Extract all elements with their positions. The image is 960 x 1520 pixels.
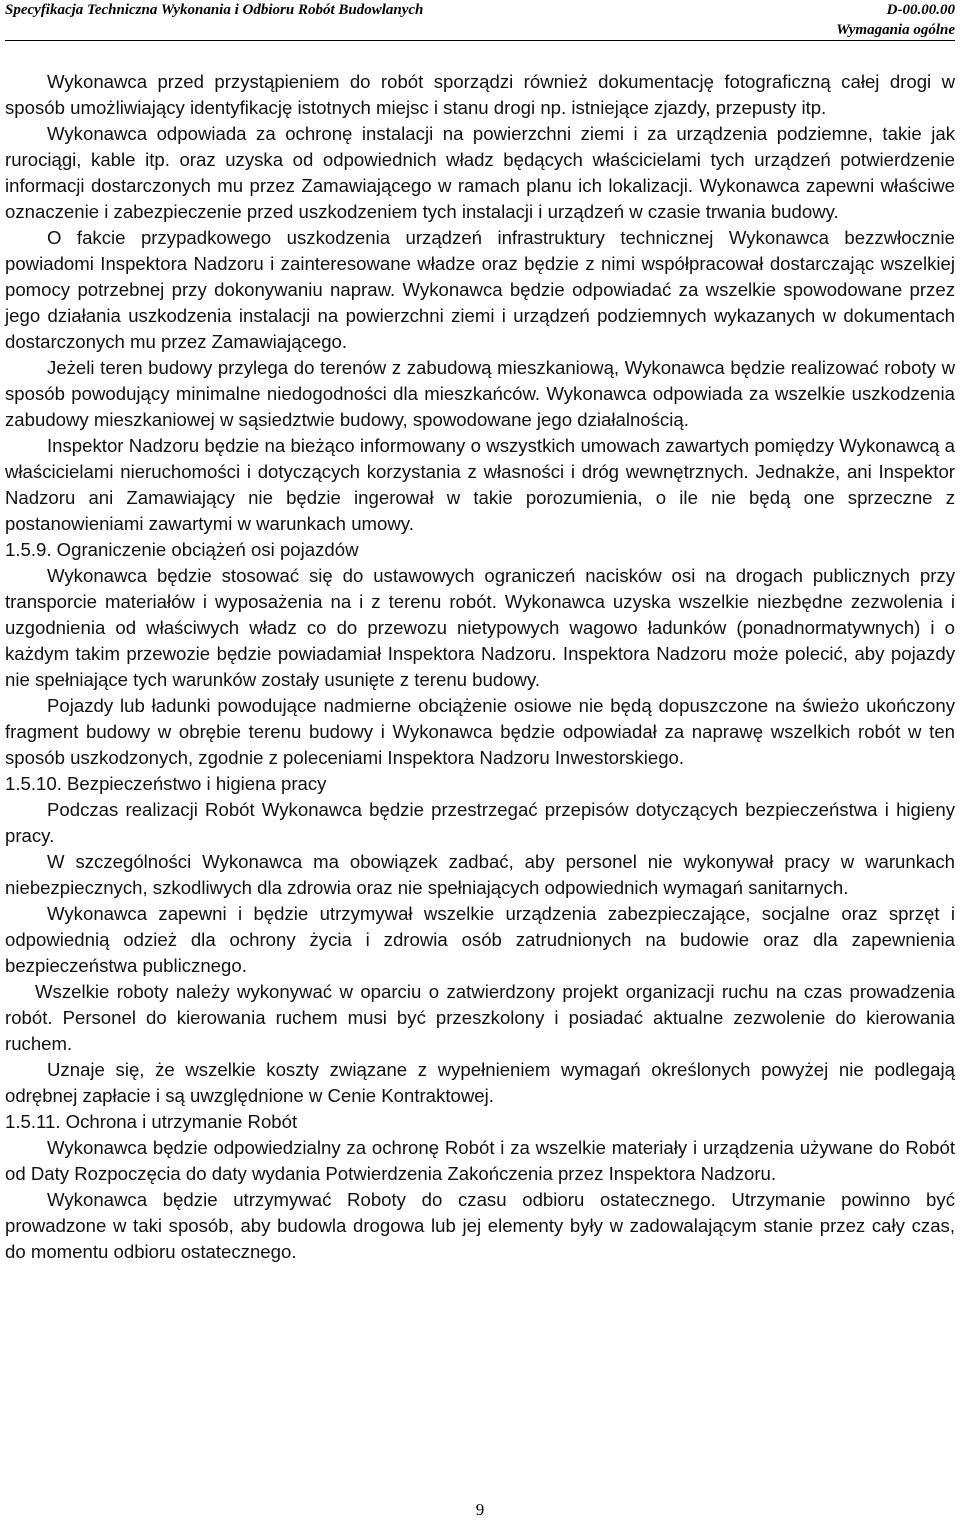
paragraph-overloaded-vehicles: Pojazdy lub ładunki powodujące nadmierne obciążenie osiowe nie będą dopuszczone na świeżo ukończony fragment budowy w obrębie terenu budowy i Wykonawca będzie odpowiadał za naprawę wszelkich robót w ten sposób uszkodzonych, zgodnie z poleceniami Inspektora Nadzoru Inwestorskiego.	[5, 695, 955, 768]
paragraph-works-maintenance: Wykonawca będzie utrzymywać Roboty do czasu odbioru ostatecznego. Utrzymanie powinno być prowadzone w taki sposób, aby budowla drogowa lub jej elementy były w zadowalającym stanie przez cały czas, do momentu odbioru ostatecznego.	[5, 1189, 955, 1262]
paragraph-axle-limits: Wykonawca będzie stosować się do ustawowych ograniczeń nacisków osi na drogach publicznych przy transporcie materiałów i wyposażenia na i z terenu robót. Wykonawca uzyska wszelkie niezbędne zezwolenia i uzgodnienia od właściwych władz co do przewozu nietypowych wagowo ładunków (ponadnormatywnych) i o każdym takim przewozie będzie powiadamiał Inspektora Nadzoru. Inspektora Nadzoru może polecić, aby pojazdy nie spełniające tych warunków zostały usunięte z terenu budowy.	[5, 565, 955, 690]
paragraph-safety-equipment: Wykonawca zapewni i będzie utrzymywał wszelkie urządzenia zabezpieczające, socjalne oraz sprzęt i odpowiednią odzież dla ochrony życia i zdrowia osób zatrudnionych na budowie oraz dla zapewnienia bezpieczeństwa publicznego.	[5, 903, 955, 976]
page-number: 9	[475, 1500, 485, 1519]
paragraph-costs: Uznaje się, że wszelkie koszty związane z wypełnieniem wymagań określonych powyżej nie podlegają odrębnej zapłacie i są uwzględnione w Cenie Kontraktowej.	[5, 1059, 955, 1106]
paragraph-photo-documentation: Wykonawca przed przystąpieniem do robót sporządzi również dokumentację fotograficzną całej drogi w sposób umożliwiający identyfikację istotnych miejsc i stanu drogi np. istniejące zjazdy, przepusty itp.	[5, 71, 955, 118]
document-title: Specyfikacja Techniczna Wykonania i Odbioru Robót Budowlanych	[5, 2, 424, 18]
document-body	[5, 69, 955, 1265]
document-code: D-00.00.00	[886, 2, 955, 18]
paragraph-personnel-safety: W szczególności Wykonawca ma obowiązek zadbać, aby personel nie wykonywał pracy w warunkach niebezpiecznych, szkodliwych dla zdrowia oraz nie spełniających odpowiednich wymagań sanitarnych.	[5, 851, 955, 898]
paragraph-inspector-informed: Inspektor Nadzoru będzie na bieżąco informowany o wszystkich umowach zawartych pomiędzy Wykonawcą a właścicielami nieruchomości i dotyczących korzystania z własności i dróg wewnętrznych. Jednakże, ani Inspektor Nadzoru ani Zamawiający nie będzie ingerował w takie porozumienia, o ile nie będą one sprzeczne z postanowieniami zawartymi w warunkach umowy.	[5, 435, 955, 534]
paragraph-installation-protection: Wykonawca odpowiada za ochronę instalacji na powierzchni ziemi i za urządzenia podziemne, takie jak rurociągi, kable itp. oraz uzyska od odpowiednich władz będących właścicielami tych urządzeń potwierdzenie informacji dostarczonych mu przez Zamawiającego w ramach planu ich lokalizacji. Wykonawca zapewni właściwe oznaczenie i zabezpieczenie przed uszkodzeniem tych instalacji i urządzeń w czasie trwania budowy.	[5, 123, 955, 222]
section-name: Wymagania ogólne	[836, 22, 955, 38]
header-right	[836, 0, 955, 40]
page-header	[5, 0, 955, 41]
paragraph-damage-notification: O fakcie przypadkowego uszkodzenia urządzeń infrastruktury technicznej Wykonawca bezzwłocznie powiadomi Inspektora Nadzoru i zainteresowane władze oraz będzie z nimi współpracował dostarczając wszelkiej pomocy potrzebnej przy dokonywaniu napraw. Wykonawca będzie odpowiadać za wszelkie spowodowane przez jego działania uszkodzenia instalacji na powierzchni ziemi i urządzeń podziemnych wykazanych w dokumentach dostarczonych mu przez Zamawiającego.	[5, 227, 955, 352]
section-heading-1-5-9: 1.5.9. Ograniczenie obciążeń osi pojazdów	[5, 539, 359, 560]
paragraph-residential-area: Jeżeli teren budowy przylega do terenów z zabudową mieszkaniową, Wykonawca będzie realizować roboty w sposób powodujący minimalne niedogodności dla mieszkańców. Wykonawca odpowiada za wszelkie uszkodzenia zabudowy mieszkaniowej w sąsiedztwie budowy, spowodowane jego działalnością.	[5, 357, 955, 430]
paragraph-safety-regulations: Podczas realizacji Robót Wykonawca będzie przestrzegać przepisów dotyczących bezpieczeństwa i higieny pracy.	[5, 799, 955, 846]
section-heading-1-5-11: 1.5.11. Ochrona i utrzymanie Robót	[5, 1111, 298, 1132]
paragraph-traffic-organization: Wszelkie roboty należy wykonywać w oparciu o zatwierdzony projekt organizacji ruchu na czas prowadzenia robót. Personel do kierowania ruchem musi być przeszkolony i posiadać aktualne zezwolenie do kierowania ruchem.	[5, 981, 955, 1054]
section-heading-1-5-10: 1.5.10. Bezpieczeństwo i higiena pracy	[5, 773, 327, 794]
paragraph-works-protection: Wykonawca będzie odpowiedzialny za ochronę Robót i za wszelkie materiały i urządzenia używane do Robót od Daty Rozpoczęcia do daty wydania Potwierdzenia Zakończenia przez Inspektora Nadzoru.	[5, 1137, 955, 1184]
